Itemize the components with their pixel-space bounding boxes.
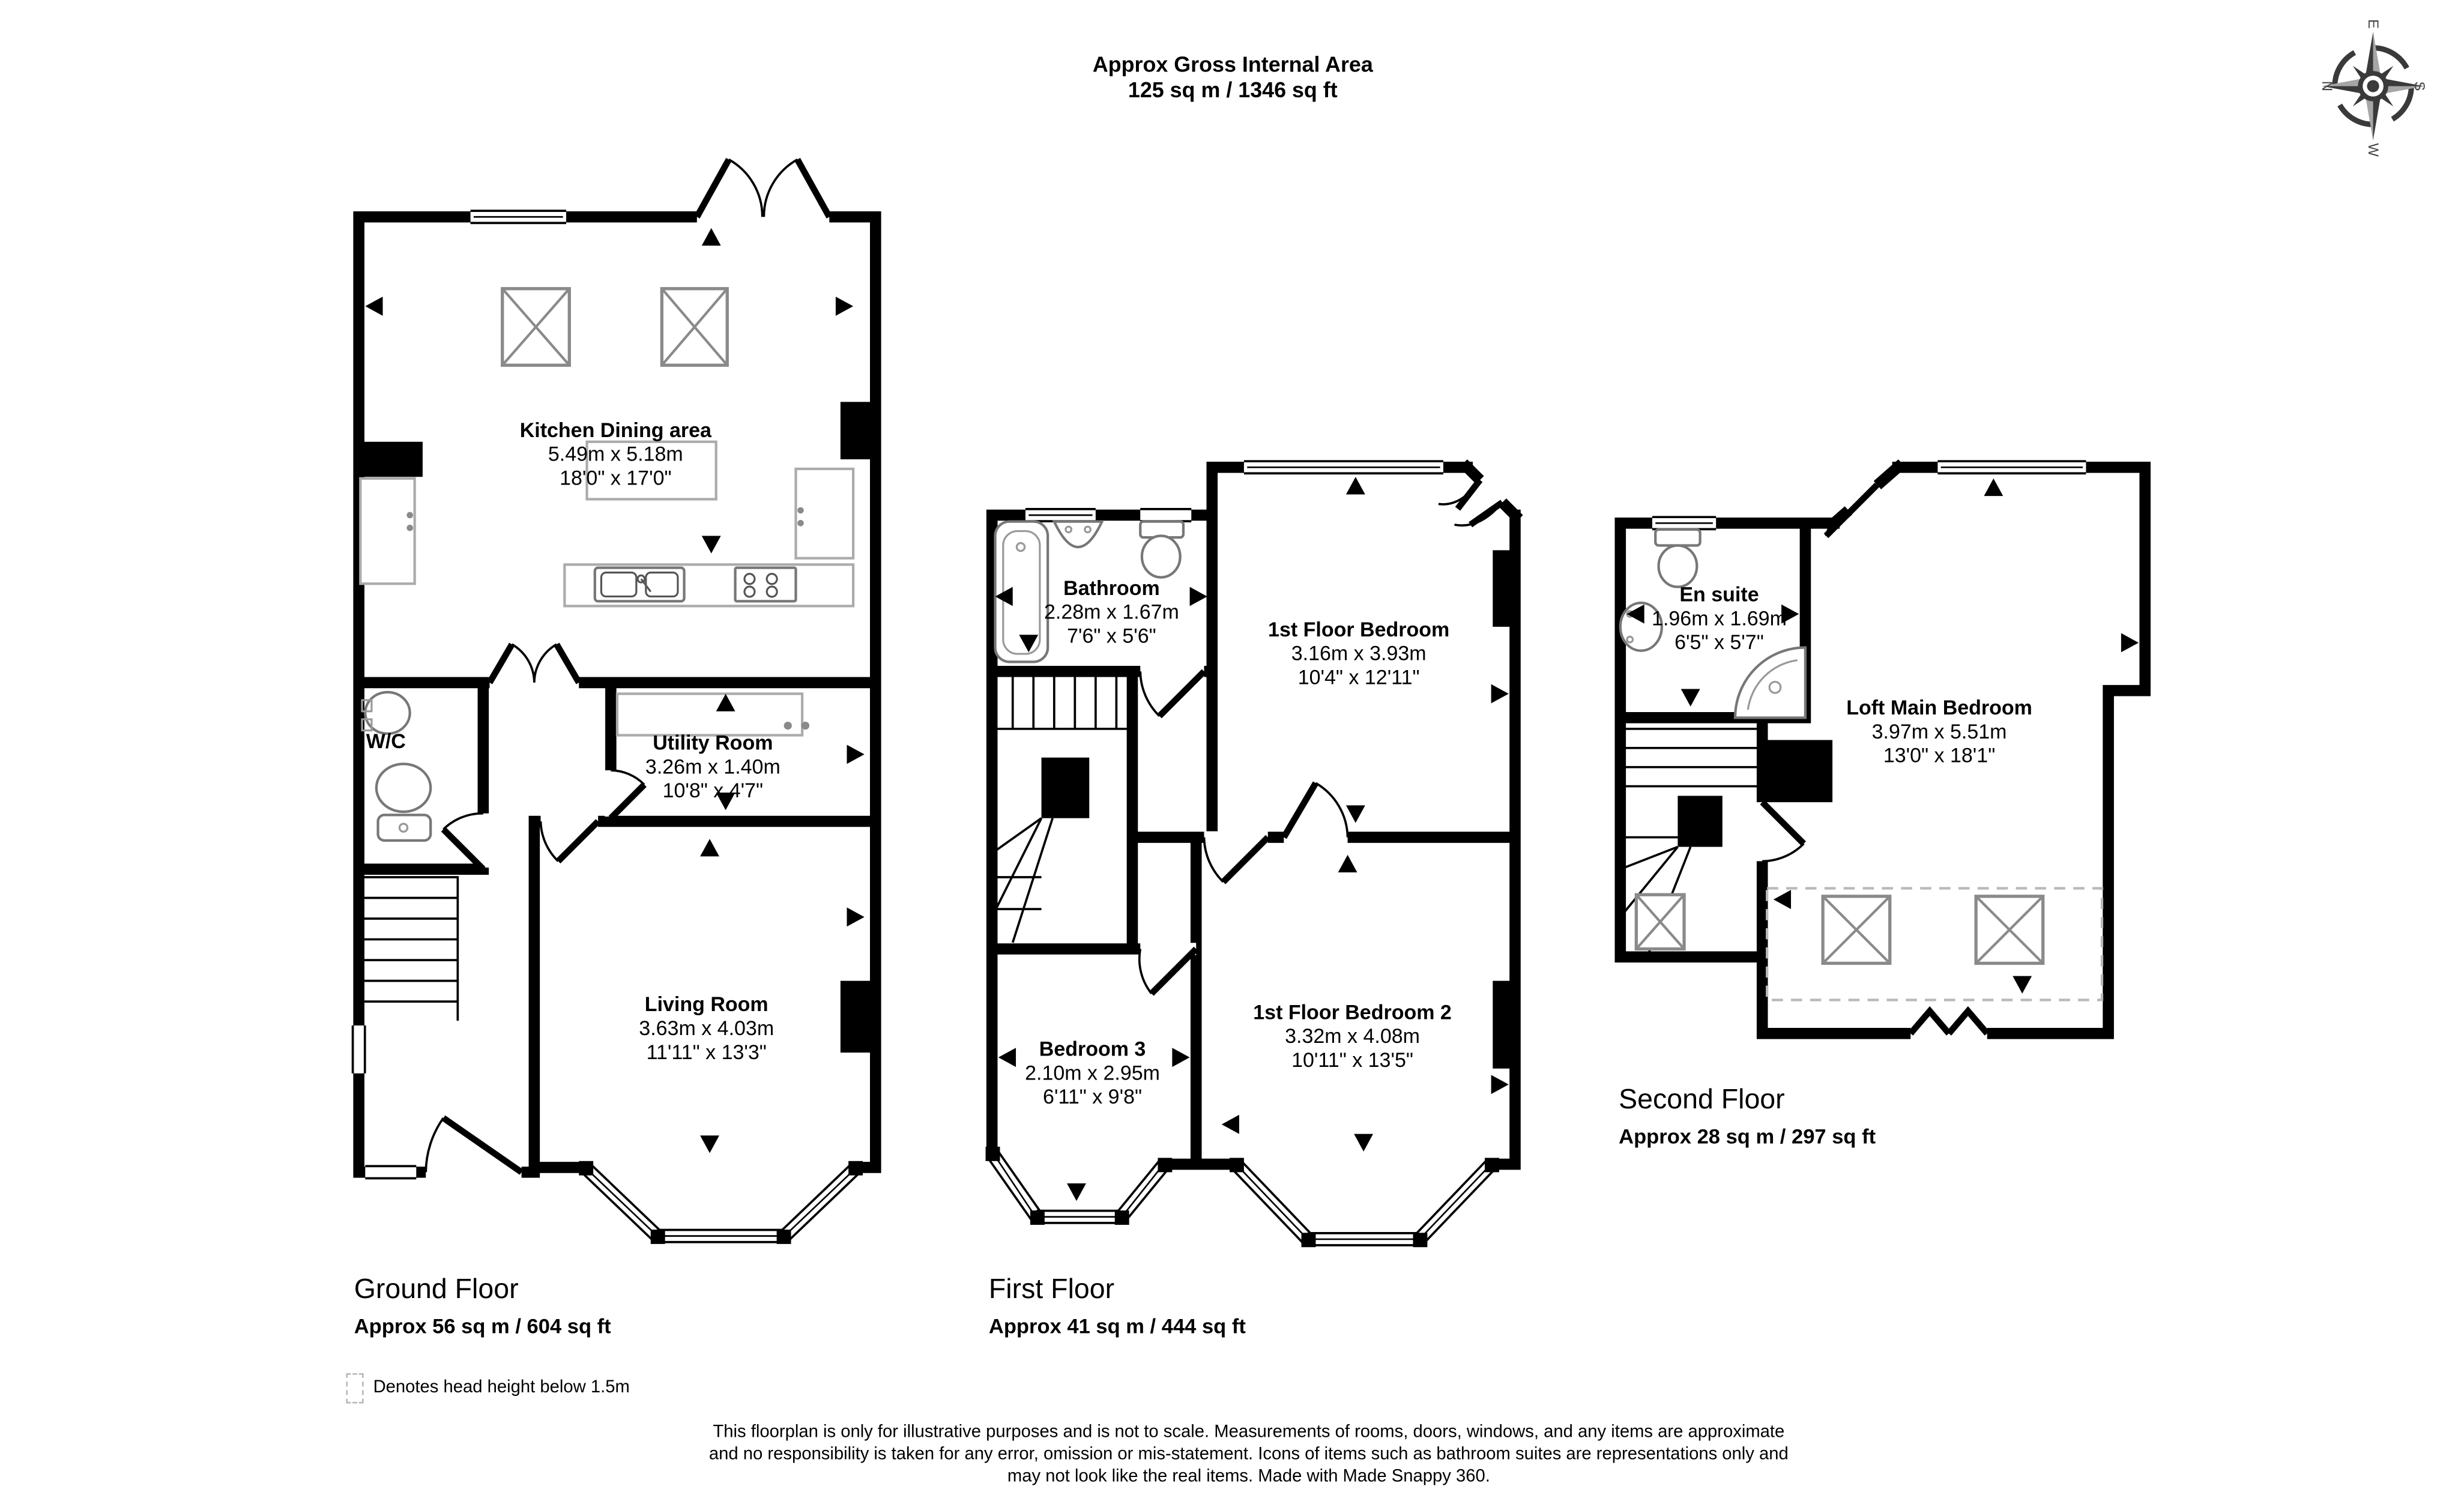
disclaimer-line3: may not look like the real items. Made with Made Snappy 360. <box>1007 1467 1490 1487</box>
french-doors <box>697 160 829 217</box>
head-height-legend-icon <box>346 1373 363 1403</box>
bay-window <box>1230 1158 1499 1247</box>
room-label-bed1: 1st Floor Bedroom 3.16m x 3.93m 10'4" x 12'11" <box>1268 617 1450 689</box>
room-label-living: Living Room 3.63m x 4.03m 11'11" x 13'3" <box>639 992 775 1064</box>
second-floor-caption: Second Floor <box>1619 1083 1785 1115</box>
compass-rose-icon <box>2318 11 2429 163</box>
stairs-icon <box>1620 729 1762 952</box>
door <box>1826 485 1877 536</box>
hob-icon <box>735 568 796 602</box>
disclaimer-line1: This floorplan is only for illustrative purposes and is not to scale. Measurements of rooms, doors, windows, and any items are approximate <box>713 1422 1785 1442</box>
kitchen-sink-icon <box>595 568 684 602</box>
door <box>1140 671 1204 716</box>
bay-window <box>579 1161 863 1244</box>
disclaimer-line2: and no responsibility is taken for any error, omission or mis-statement. Icons of items such as bathroom suites are representations only and <box>708 1445 1789 1464</box>
chimney-breast <box>359 442 423 477</box>
head-height-zone <box>1767 889 2102 1000</box>
room-label-wc: W/C <box>366 728 406 753</box>
room-label-bathroom: Bathroom 2.28m x 1.67m 7'6" x 5'6" <box>1044 575 1179 648</box>
skylight-icon <box>1823 896 2043 964</box>
toilet-icon <box>1140 522 1183 578</box>
stairs-icon <box>992 671 1132 943</box>
first-floor-area: Approx 41 sq m / 444 sq ft <box>988 1314 1246 1338</box>
page-title <box>994 53 1472 102</box>
chimney-breast <box>1493 550 1515 627</box>
ground-floor-area: Approx 56 sq m / 604 sq ft <box>354 1314 611 1338</box>
sink-icon <box>1054 522 1102 548</box>
compass-right-label: S <box>2411 81 2428 91</box>
toilet-icon <box>376 764 430 841</box>
room-label-loft: Loft Main Bedroom 3.97m x 5.51m 13'0" x 18'1" <box>1846 695 2032 767</box>
sink-icon <box>362 692 410 734</box>
room-label-utility: Utility Room 3.26m x 1.40m 10'8" x 4'7" <box>645 730 781 803</box>
utility-counter <box>617 693 802 735</box>
door <box>1140 949 1196 993</box>
tall-cabinet <box>796 469 853 558</box>
gross-area-value: 125 sq m / 1346 sq ft <box>1128 77 1338 101</box>
compass-left-label: N <box>2319 80 2336 92</box>
disclaimer <box>642 1421 1855 1488</box>
head-height-legend-label: Denotes head height below 1.5m <box>373 1378 630 1397</box>
door <box>1762 802 1804 861</box>
door <box>1204 838 1268 882</box>
door <box>1284 783 1347 837</box>
chimney-breast <box>841 402 875 459</box>
first-floor-caption: First Floor <box>988 1272 1115 1305</box>
second-floor-area: Approx 28 sq m / 297 sq ft <box>1619 1124 1876 1149</box>
toilet-icon <box>1655 530 1700 587</box>
fridge <box>360 479 414 584</box>
room-label-bed3: Bedroom 3 2.10m x 2.95m 6'11" x 9'8" <box>1025 1036 1161 1109</box>
ground-floor-plan <box>343 151 893 1267</box>
room-label-ensuite: En suite 1.96m x 1.69m 6'5" x 5'7" <box>1652 582 1787 654</box>
gross-area-title: Approx Gross Internal Area <box>1092 52 1373 77</box>
room-label-bed2: 1st Floor Bedroom 2 3.32m x 4.08m 10'11" x 13'5" <box>1253 1000 1452 1072</box>
skylight-icon <box>503 289 728 366</box>
ground-floor-caption: Ground Floor <box>354 1272 519 1305</box>
window <box>1025 467 1443 515</box>
front-door <box>426 1118 521 1172</box>
compass-bottom-label: W <box>2365 143 2382 157</box>
stairs-icon <box>359 877 458 1021</box>
room-label-kitchen: Kitchen Dining area 5.49m x 5.18m 18'0" x 17'0" <box>519 417 711 490</box>
compass-top-label: E <box>2365 19 2382 29</box>
